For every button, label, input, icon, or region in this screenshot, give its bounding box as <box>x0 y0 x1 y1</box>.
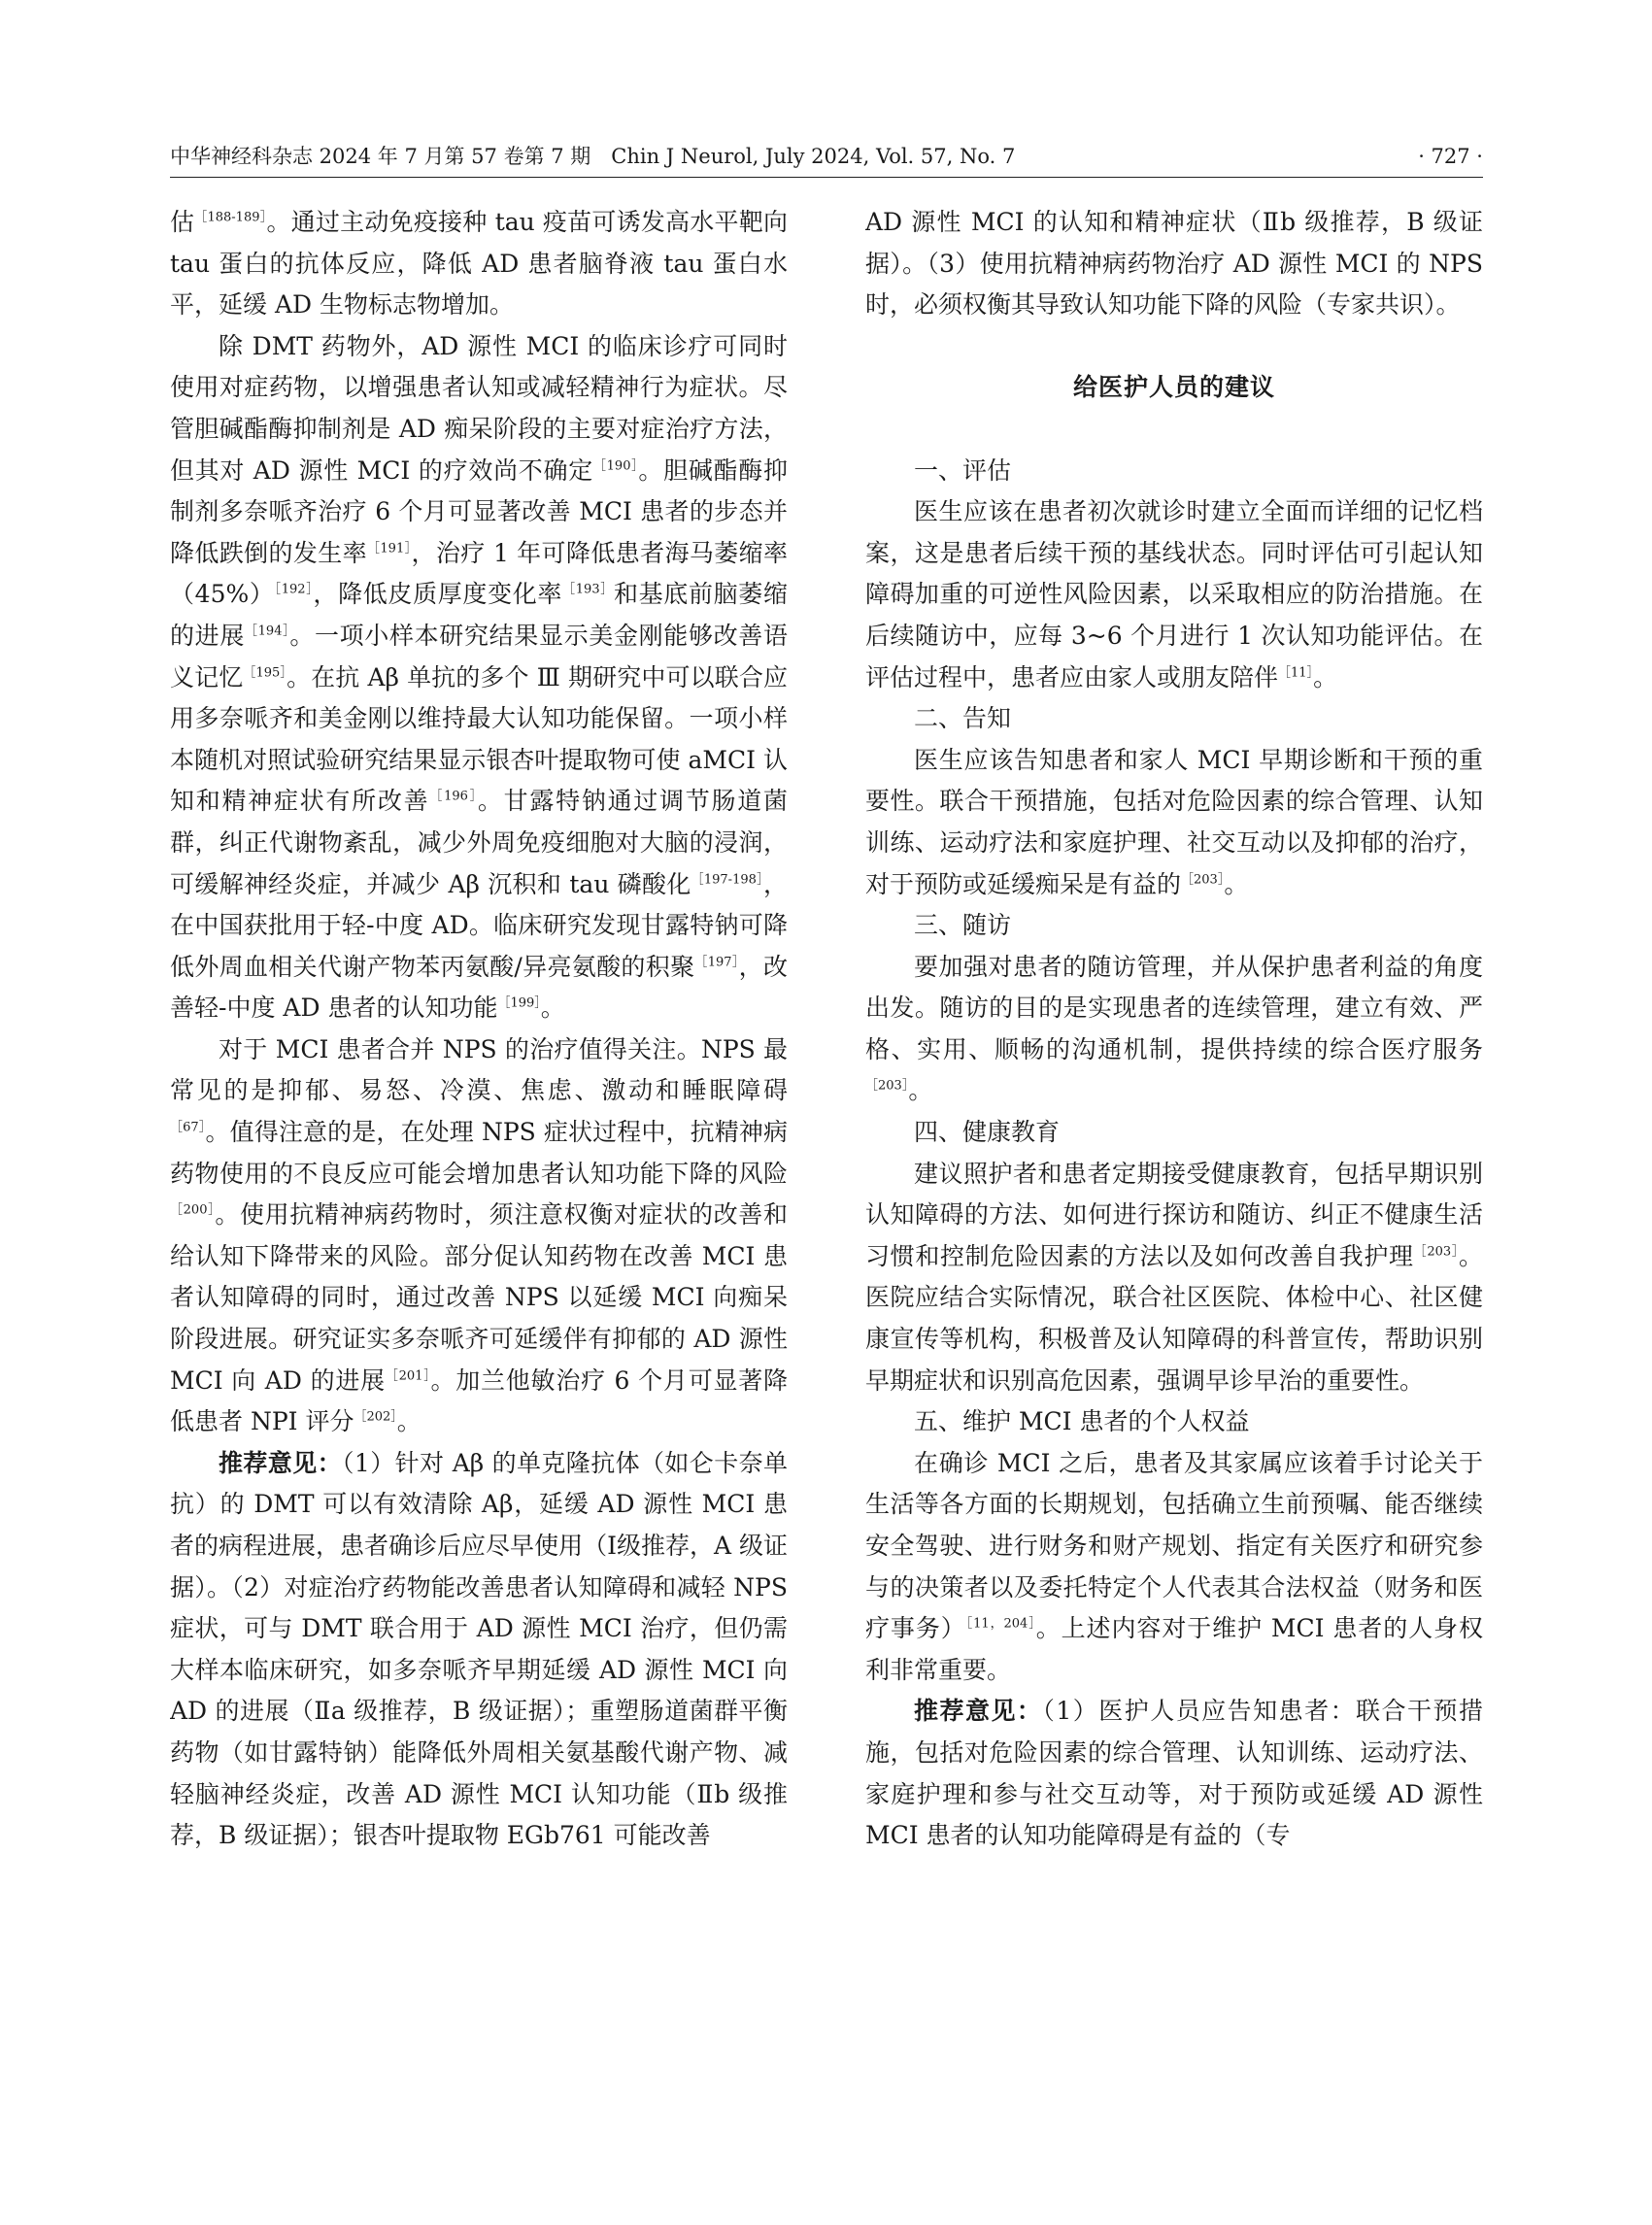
citation: ［11］ <box>1278 665 1314 681</box>
paragraph-symptomatic-drugs: 除 DMT 药物外，AD 源性 MCI 的临床诊疗可同时使用对症药物，以增强患者认知或减轻精神行为症状。尽管胆碱酯酶抑制剂是 AD 痴呆阶段的主要对症治疗方法，但其对 AD 源性 MCI 的疗效尚不确定$^{[190]}$。胆碱酯酶抑制剂多奈哌齐治疗 6 个月可显著改善 MCI 患者的步态并降低跌倒的发生率$^{[191]}$，治疗 1 年可降低患者海马萎缩率$(45\%)^{[192]}$，降低皮质厚度变化率$^{[193]}$和基底前脑萎缩的进展$^{[194]}$。一项小样本研究结果显示美金刚能够改善语义记忆$^{[195]}$。在抗 Aβ 单抗的多个 Ⅲ 期研究中可以联合应用多奈哌齐和美金刚以维持最大认知功能保留。一项小样本随机对照试验研究结果显示银杏叶提取物可使 aMCI 认知和精神症状有所改善$^{[196]}$。甘露特钠通过调节肠道菌群，纠正代谢物紊乱，减少外周免疫细胞对大脑的浸润，可缓解神经炎症，并减少 Aβ 沉积和 tau 磷酸化$^{[197-198]}$，在中国获批用于轻-中度 AD。临床研究发现甘露特钠可降低外周血相关代谢产物苯丙氨酸/异亮氨酸的积聚$^{[197]}$，改善轻-中度 AD 患者的认知功能$^{[199]}$。 <box>170 331 788 1023</box>
paragraph-recommendation-continued: AD 源性 MCI 的认知和精神症状（Ⅱb 级推荐，B 级证据）。（3）使用抗精神病药物治疗 AD 源性 MCI 的 NPS 时，必须权衡其导致认知功能下降的风险（专家共识）。 <box>865 208 1483 320</box>
citation: ［67］ <box>170 1120 206 1135</box>
paragraph-recommendation-drugs: 推荐意见：（1）针对 Aβ 的单克隆抗体（如仑卡奈单抗）的 DMT 可以有效清除 Aβ，延缓 AD 源性 MCI 患者的病程进展，患者确诊后应尽早使用（Ⅰ级推荐，A 级证据）。（2）对症治疗药物能改善患者认知障碍和减轻 NPS 症状，可与 DMT 联合用于 AD 源性 MCI 治疗，但仍需大样本临床研究，如多奈哌齐早期延缓 AD 源性 MCI 向 AD 的进展（Ⅱa 级推荐，B 级证据）；重塑肠道菌群平衡药物（如甘露特钠）能降低外周相关氨基酸代谢产物、减轻脑神经炎症，改善 AD 源性 MCI 认知功能（Ⅱb 级推荐，B 级证据）；银杏叶提取物 EGb761 可能改善 <box>170 1448 788 1850</box>
subheading-patient-rights: 五、维护 MCI 患者的个人权益 <box>914 1407 1250 1436</box>
citation: ［201］ <box>385 1368 431 1384</box>
paragraph-follow-up: 要加强对患者的随访管理，并从保护患者利益的角度出发。随访的目的是实现患者的连续管理，建立有效、严格、实用、顺畅的沟通机制，提供持续的综合医疗服务$^{[203]}$。 <box>865 952 1483 1105</box>
citation: ［202］ <box>354 1409 397 1425</box>
paragraph-recommendation-staff: 推荐意见：（1）医护人员应告知患者：联合干预措施，包括对危险因素的综合管理、认知训练、运动疗法、家庭护理和参与社交互动等，对于预防或延缓 AD 源性 MCI 患者的认知功能障碍是有益的（专 <box>865 1697 1483 1850</box>
citation: ［200］ <box>170 1202 216 1218</box>
running-header <box>170 142 1483 171</box>
section-title: 给医护人员的建议 <box>1072 373 1275 402</box>
paragraph-informing: 医生应该告知患者和家人 MCI 早期诊断和干预的重要性。联合干预措施，包括对危险因素的综合管理、认知训练、运动疗法和家庭护理、社交互动以及抑郁的治疗，对于预防或延缓痴呆是有益的$^{[203]}$。 <box>865 745 1483 898</box>
paragraph-nps-treatment: 对于 MCI 患者合并 NPS 的治疗值得关注。NPS 最常见的是抑郁、易怒、冷漠、焦虑、激动和睡眠障碍$^{[67]}$。值得注意的是，在处理 NPS 症状过程中，抗精神病药物使用的不良反应可能会增加患者认知功能下降的风险$^{[200]}$。使用抗精神病药物时，须注意权衡对症状的改善和给认知下降带来的风险。部分促认知药物在改善 MCI 患者认知障碍的同时，通过改善 NPS 以延缓 MCI 向痴呆阶段进展。研究证实多奈哌齐可延缓伴有抑郁的 AD 源性 MCI 向 AD 的进展$^{[201]}$。加兰他敏治疗 6 个月可显著降低患者 NPI 评分$^{[202]}$。 <box>170 1034 788 1436</box>
header-rule <box>170 177 1483 178</box>
citation: ［191］ <box>367 541 412 556</box>
citation: ［203］ <box>1181 872 1225 888</box>
citation: ［197-198］ <box>691 872 763 888</box>
citation: ［190］ <box>592 458 639 474</box>
paragraph-health-education: 建议照护者和患者定期接受健康教育，包括早期识别认知障碍的方法、如何进行探访和随访、纠正不健康生活习惯和控制危险因素的方法以及如何改善自我护理$^{[203]}$。医院应结合实际情况，联合社区医院、体检中心、社区健康宣传等机构，积极普及认知障碍的科普宣传，帮助识别早期症状和识别高危因素，强调早诊早治的重要性。 <box>865 1159 1483 1395</box>
subheading-health-education: 四、健康教育 <box>914 1118 1061 1147</box>
citation: ［192］ <box>274 583 314 598</box>
citation: ［193］ <box>562 583 614 598</box>
citation: ［194］ <box>245 624 290 639</box>
journal-citation: 中华神经科杂志 2024 年 7 月第 57 卷第 7 期 Chin J Neurol, July 2024, Vol. 57, No. 7 <box>170 145 1016 168</box>
paragraph-assessment: 医生应该在患者初次就诊时建立全面而详细的记忆档案，这是患者后续干预的基线状态。同时评估可引起认知障碍加重的可逆性风险因素，以采取相应的防治措施。在后续随访中，应每 3~6 个月进行 1 次认知功能评估。在评估过程中，患者应由家人或朋友陪伴$^{[11]}$。 <box>865 497 1483 691</box>
citation: ［197］ <box>694 955 739 970</box>
citation: ［188-189］ <box>194 210 267 225</box>
recommendation-label: 推荐意见： <box>914 1697 1043 1726</box>
paragraph-tau-vaccine: 估$^{[188-189]}$。通过主动免疫接种 tau 疫苗可诱发高水平靶向 tau 蛋白的抗体反应，降低 AD 患者脑脊液 tau 蛋白水平，延缓 AD 生物标志物增加。 <box>170 208 788 320</box>
citation: ［195］ <box>243 665 287 681</box>
citation: ［203］ <box>865 1079 909 1095</box>
left-column <box>170 202 788 2106</box>
right-column <box>865 202 1483 2106</box>
subheading-assessment: 一、评估 <box>914 455 1012 485</box>
citation: ［203］ <box>1413 1244 1459 1260</box>
subheading-informing: 二、告知 <box>914 704 1012 733</box>
citation: ［199］ <box>497 995 541 1011</box>
recommendation-label: 推荐意见： <box>219 1448 342 1477</box>
citation: ［11，204］ <box>965 1616 1036 1632</box>
citation: ［196］ <box>429 789 478 804</box>
paragraph-patient-rights: 在确诊 MCI 之后，患者及其家属应该着手讨论关于生活等各方面的长期规划，包括确立生前预嘱、能否继续安全驾驶、进行财务和财产规划、指定有关医疗和研究参与的决策者以及委托特定个人代表其合法权益（财务和医疗事务）$^{[11,204]}$。上述内容对于维护 MCI 患者的人身权利非常重要。 <box>865 1448 1483 1684</box>
subheading-follow-up: 三、随访 <box>914 911 1012 940</box>
page-number: · 727 · <box>1418 145 1483 168</box>
